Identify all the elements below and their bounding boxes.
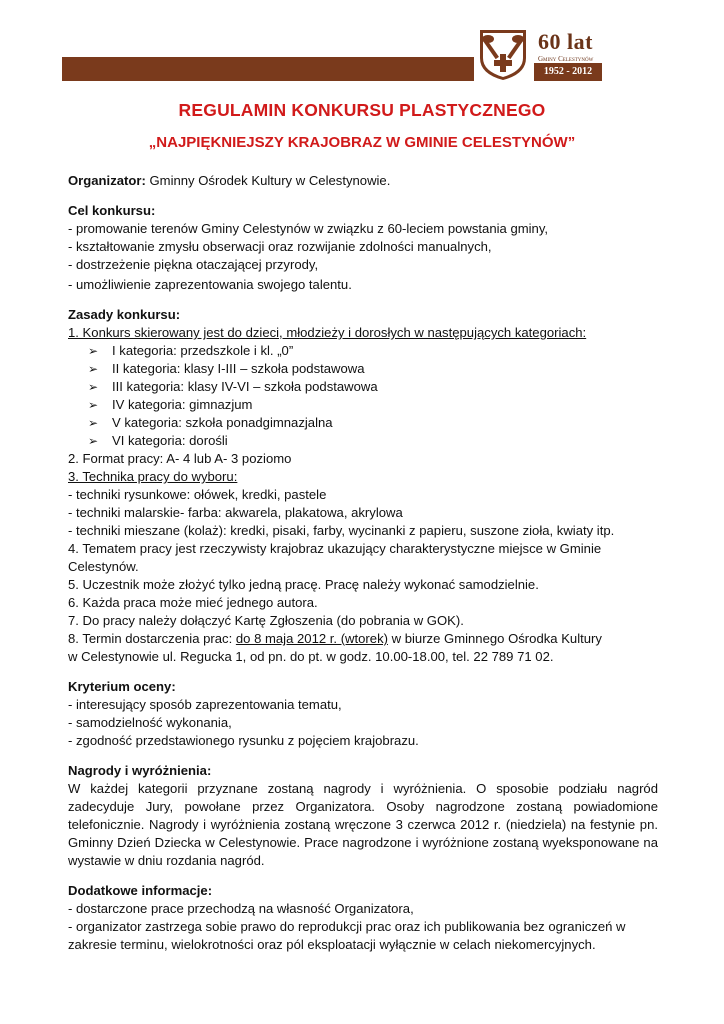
category-item: ➢ V kategoria: szkoła ponadgimnazjalna — [88, 415, 333, 430]
goal-item: - kształtowanie zmysłu obserwacji oraz rozwijanie zdolności manualnych, — [68, 239, 492, 254]
header-band — [62, 57, 474, 81]
technique-item: - techniki malarskie- farba: akwarela, plakatowa, akrylowa — [68, 505, 403, 520]
rules-point-3: 3. Technika pracy do wyboru: — [68, 469, 238, 484]
category-item: ➢ VI kategoria: dorośli — [88, 433, 228, 448]
rules-point-4: 4. Tematem pracy jest rzeczywisty krajobraz ukazujący charakterystyczne miejsce w Gminie Celestynów. — [68, 541, 602, 574]
rules-heading: Zasady konkursu: — [68, 307, 181, 322]
category-item: ➢ II kategoria: klasy I-III – szkoła podstawowa — [88, 361, 365, 376]
document-title: REGULAMIN KONKURSU PLASTYCZNEGO — [178, 100, 546, 120]
goal-item: - promowanie terenów Gminy Celestynów w związku z 60-leciem powstania gminy, — [68, 221, 549, 236]
logo-anniversary-text: 60 lat — [538, 29, 593, 54]
rules-point-1: 1. Konkurs skierowany jest do dzieci, młodzieży i dorosłych w następujących kategoriach: — [68, 325, 587, 340]
additional-heading: Dodatkowe informacje: — [68, 883, 213, 898]
rules-point-7: 7. Do pracy należy dołączyć Kartę Zgłoszenia (do pobrania w GOK). — [68, 613, 464, 628]
organizer-text: Gminny Ośrodek Kultury w Celestynowie. — [145, 173, 391, 188]
goal-heading: Cel konkursu: — [68, 203, 156, 218]
technique-item: - techniki rysunkowe: ołówek, kredki, pastele — [68, 487, 327, 502]
category-item: ➢ I kategoria: przedszkole i kl. „0” — [88, 343, 294, 358]
category-item: ➢ IV kategoria: gimnazjum — [88, 397, 253, 412]
category-list — [68, 342, 658, 450]
awards-heading: Nagrody i wyróżnienia: — [68, 763, 212, 778]
criteria-item: - interesujący sposób zaprezentowania tematu, — [68, 697, 342, 712]
anniversary-logo — [474, 28, 604, 81]
technique-item: - techniki mieszane (kolaż): kredki, pisaki, farby, wycinanki z papieru, suszone zioła, kwiaty itp. — [68, 523, 615, 538]
category-item: ➢ III kategoria: klasy IV-VI – szkoła podstawowa — [88, 379, 378, 394]
document-body — [68, 172, 658, 954]
rules-point-8: 8. Termin dostarczenia prac: do 8 maja 2012 r. (wtorek) w biurze Gminnego Ośrodka Kultury — [68, 631, 602, 646]
criteria-item: - samodzielność wykonania, — [68, 715, 232, 730]
goal-item: - umożliwienie zaprezentowania swojego talentu. — [68, 277, 352, 292]
logo-years: 1952 - 2012 — [534, 63, 602, 81]
additional-item: - dostarczone prace przechodzą na własność Organizatora, — [68, 901, 414, 916]
rules-point-5: 5. Uczestnik może złożyć tylko jedną pracę. Pracę należy wykonać samodzielnie. — [68, 577, 539, 592]
rules-point-6: 6. Każda praca może mieć jednego autora. — [68, 595, 318, 610]
criteria-heading: Kryterium oceny: — [68, 679, 176, 694]
organizer-label: Organizator: — [68, 173, 146, 188]
arrow-bullet-icon: ➢ — [88, 434, 99, 448]
logo-municipality-text: Gminy Celestynów — [538, 55, 594, 63]
arrow-bullet-icon: ➢ — [88, 362, 99, 376]
arrow-bullet-icon: ➢ — [88, 416, 99, 430]
additional-item: - organizator zastrzega sobie prawo do reprodukcji prac oraz ich publikowania bez ograniczeń w zakresie terminu, wielokrotności oraz pól eksploatacji wyłącznie w celach niekomercyjnych. — [68, 919, 626, 952]
arrow-bullet-icon: ➢ — [88, 344, 99, 358]
rules-point-2: 2. Format pracy: A- 4 lub A- 3 poziomo — [68, 451, 292, 466]
criteria-item: - zgodność przedstawionego rysunku z pojęciem krajobrazu. — [68, 733, 419, 748]
coat-of-arms-icon — [474, 28, 534, 81]
deadline-date: do 8 maja 2012 r. (wtorek) — [235, 631, 388, 646]
awards-text: W każdej kategorii przyznane zostaną nagrody i wyróżnienia. O sposobie podziału nagród zadecyduje Jury, powołane przez Organizatora. Osoby nagrodzone zostaną powiadomione telefonicznie. Nagrody i wyróżnienia zostaną wręczone 3 czerwca 2012 r. (niedziela) na festynie pn. Gminny Dzień Dziecka w Celestynowie. Prace nagrodzone i wyróżnione zostaną wyeksponowane na wystawie w dniu rozdania nagród. — [68, 781, 658, 868]
goal-item: - dostrzeżenie piękna otaczającej przyrody, — [68, 257, 319, 272]
organizer-line — [68, 172, 658, 190]
rules-point-8-address: w Celestynowie ul. Regucka 1, od pn. do pt. w godz. 10.00-18.00, tel. 22 789 71 02. — [68, 649, 554, 664]
arrow-bullet-icon: ➢ — [88, 380, 99, 394]
document-subtitle: „NAJPIĘKNIEJSZY KRAJOBRAZ W GMINIE CELESTYNÓW” — [148, 134, 576, 151]
arrow-bullet-icon: ➢ — [88, 398, 99, 412]
